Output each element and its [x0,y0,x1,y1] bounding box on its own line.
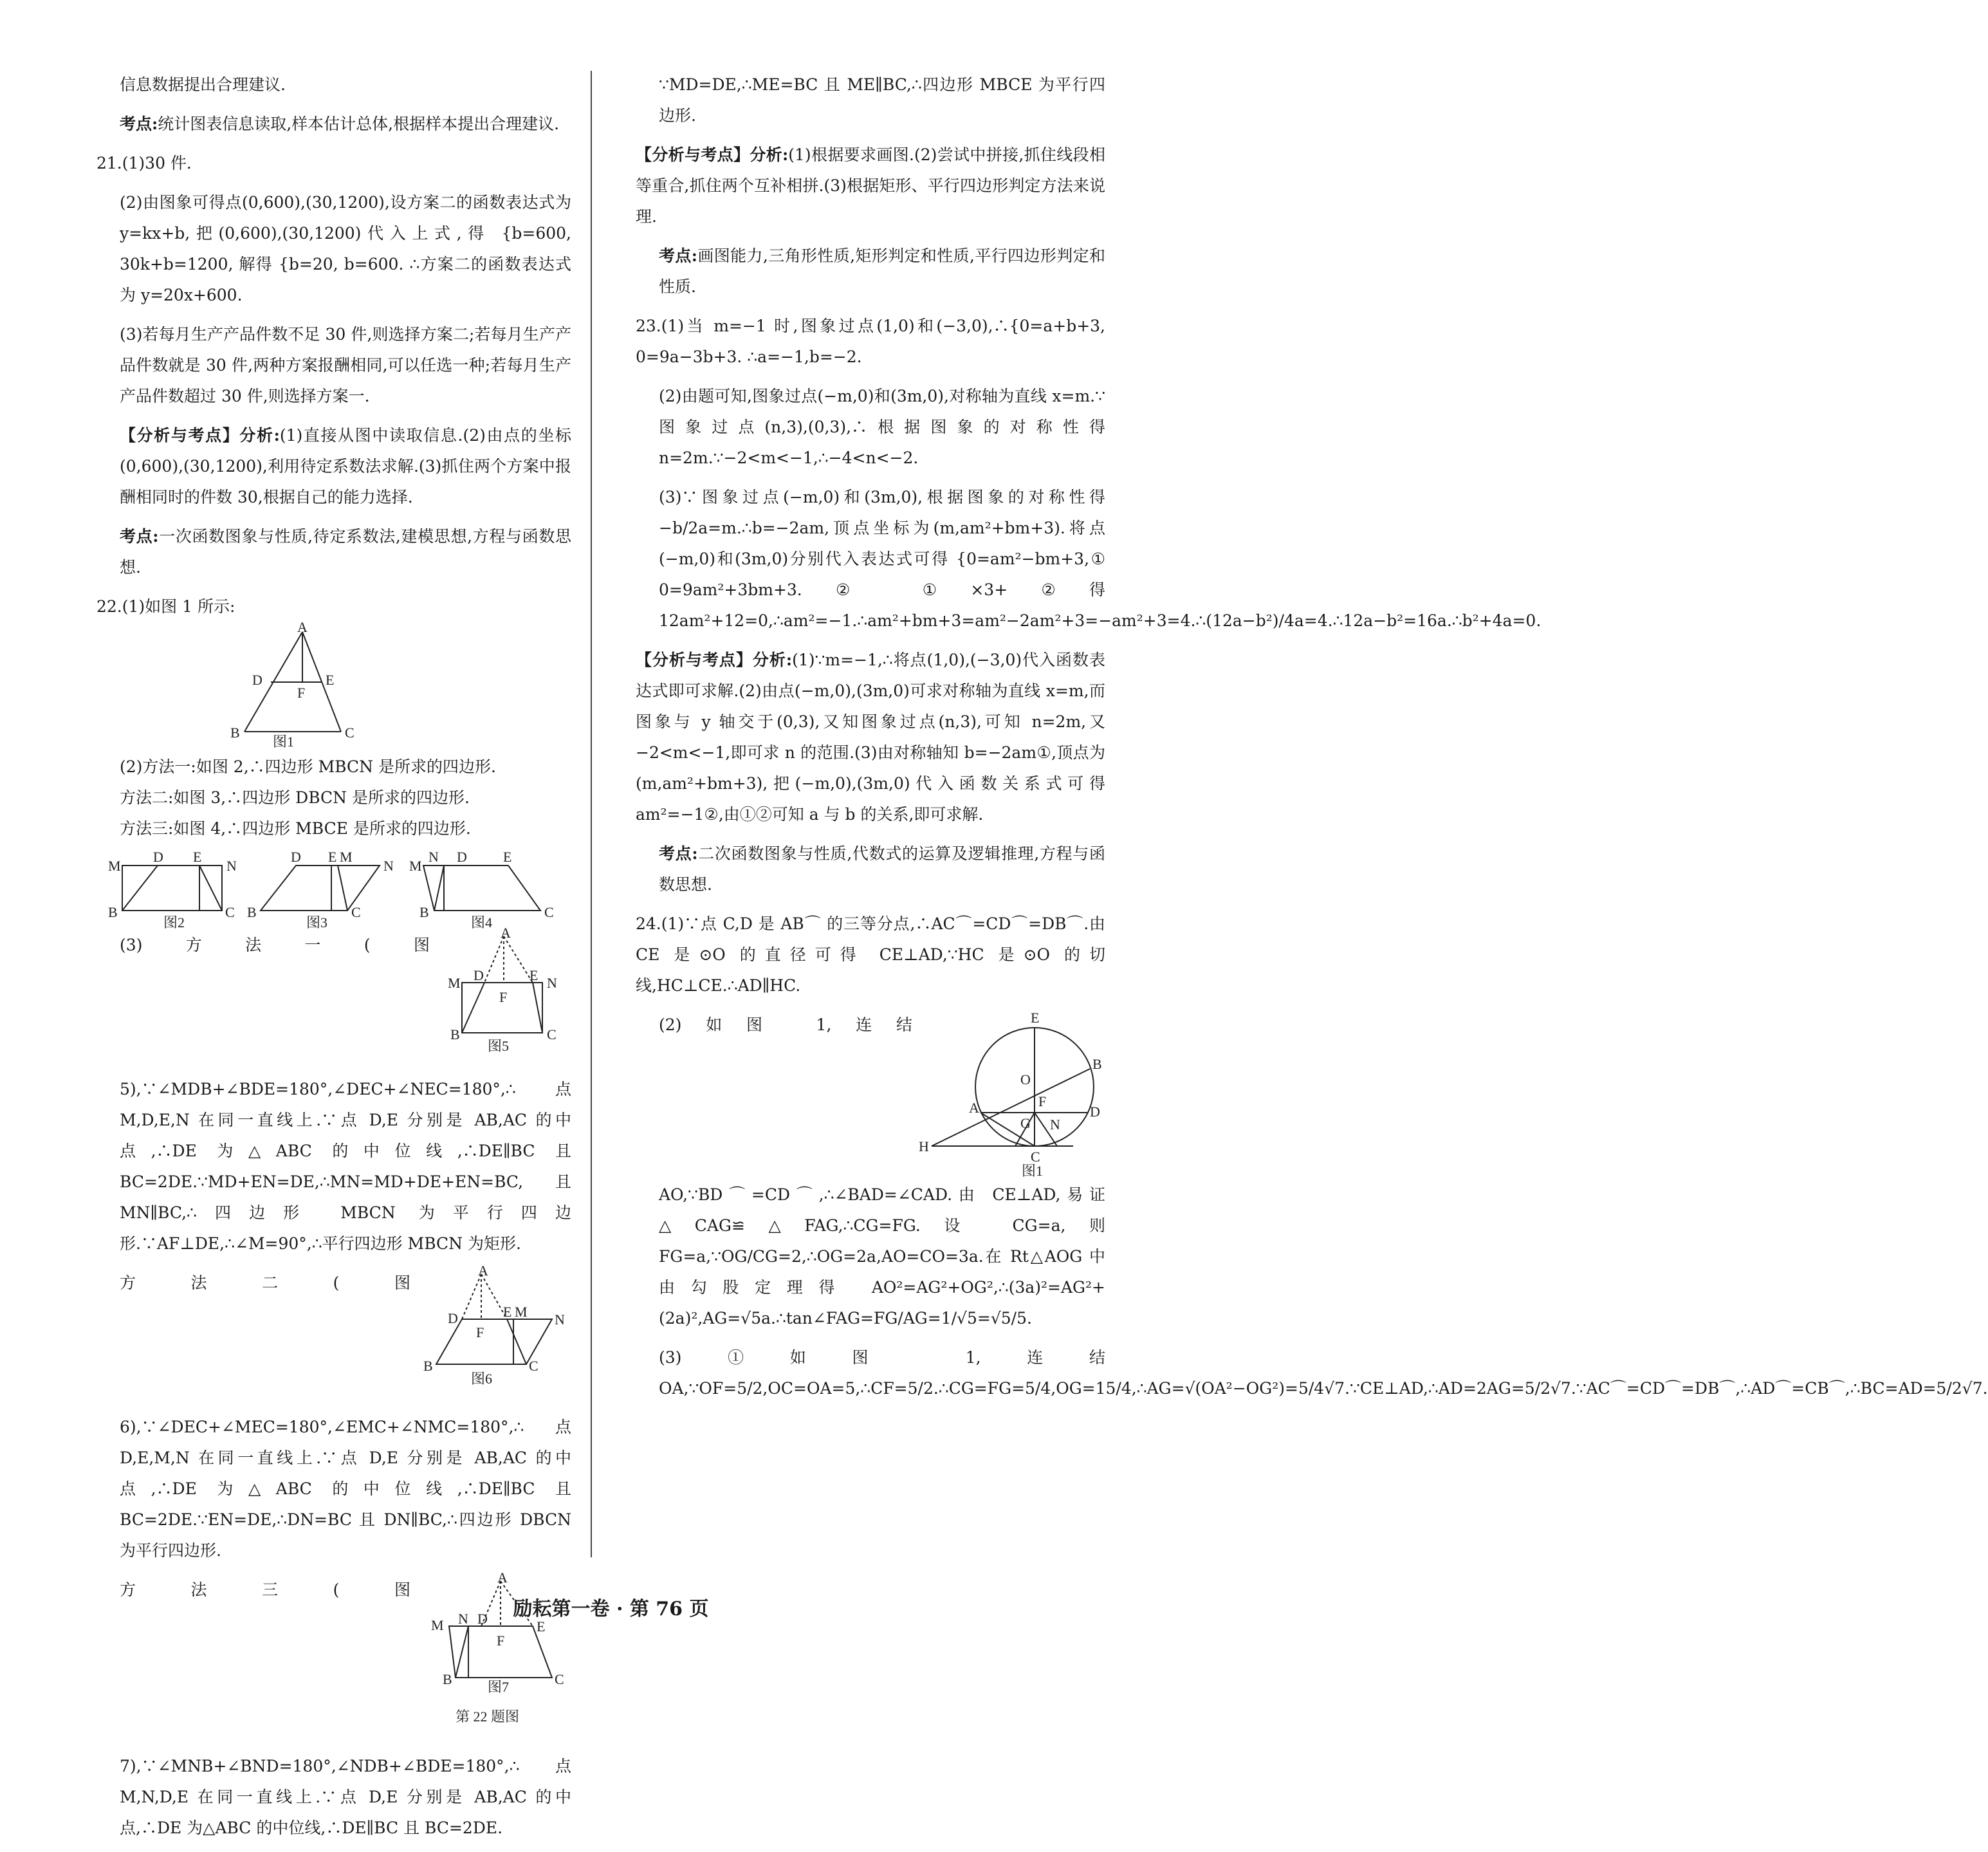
svg-text:A: A [297,619,308,635]
svg-text:F: F [476,1324,484,1340]
text: 24.(1)∵点 C,D 是 AB⌒ 的三等分点,∴AC⌒=CD⌒=DB⌒.由 CE 是⊙O 的直径可得 CE⊥AD,∵HC 是⊙O 的切线,HC⊥CE.∴AD∥HC. [636,914,1105,995]
svg-text:E: E [529,967,538,983]
paragraph [636,838,1105,900]
text: (1)直接从图中读取信息.(2)由点的坐标(0,600),(30,1200),利用待定系数法求解.(3)抓住两个方案中报酬相同时的件数 30,根据自己的能力选择. [120,426,571,506]
figure-label: 图5 [488,1038,510,1054]
svg-text:H: H [919,1138,929,1154]
svg-text:F: F [1038,1093,1047,1109]
key-label: 考点: [659,246,697,265]
svg-text:C: C [529,1358,538,1374]
svg-text:E: E [503,849,512,865]
text: (3)方法一(图 5),∵∠MDB+∠BDE=180°,∠DEC+∠NEC=180°,∴点 M,D,E,N 在同一直线上.∵点 D,E 分别是 AB,AC 的中点,∴DE 为△ABC 的中位线,∴DE∥BC 且 BC=2DE.∵MD+EN=DE,∴MN=MD+DE+EN=BC,且 MN∥BC,∴四边形 MBCN 为平行四边形.∵AF⊥DE,∴∠M=90°,∴平行四边形 MBCN 为矩形. [120,936,571,1253]
paragraph [636,311,1105,373]
svg-text:B: B [1092,1056,1102,1072]
svg-text:N: N [428,849,439,865]
svg-text:D: D [252,672,262,688]
column-divider [591,71,592,1557]
key-label: 【分析与考点】分析: [636,145,789,164]
figure-1 [97,619,571,750]
svg-text:D: D [1090,1104,1100,1120]
paragraph [636,909,1105,1001]
text: 21.(1)30 件. [97,154,192,172]
text: 画图能力,三角形性质,矩形判定和性质,平行四边形判定和性质. [659,246,1105,296]
figure-label: 图2 [163,914,185,931]
paragraph [97,782,571,813]
svg-text:B: B [443,1671,452,1687]
key-label: 【分析与考点】分析: [120,426,280,445]
svg-text:A: A [478,1263,488,1279]
svg-text:C: C [225,904,235,920]
paragraph [97,319,571,412]
svg-text:C: C [1031,1149,1040,1165]
svg-text:N: N [1050,1116,1060,1133]
paragraph [97,420,571,513]
svg-text:D: D [477,1611,488,1627]
text: (3)∵图象过点(−m,0)和(3m,0),根据图象的对称性得 −b/2a=m.∴b=−2am,顶点坐标为(m,am²+bm+3).将点(−m,0)和(3m,0)分别代入表达式可得 {0=am²−bm+3,① 0=9am²+3bm+3.② ①×3+②得 12am²+12=0,∴am²=−1.∴am²+bm+3=am²−2am²+3=−am²+3=4.∴(12a−b²)/4a=4.∴12a−b²=16a.∴b²+4a=0. [659,488,1542,630]
svg-text:E: E [1031,1010,1040,1026]
paragraph [636,381,1105,474]
svg-text:C: C [544,904,554,920]
svg-text:E: E [328,849,337,865]
paragraph [636,645,1105,830]
svg-text:E: E [503,1304,512,1320]
text: (1)∵m=−1,∴将点(1,0),(−3,0)代入函数表达式即可求解.(2)由点(−m,0),(3m,0)可求对称轴为直线 x=m,而图象与 y 轴交于(0,3),又知图象过点(n,3),可知 n=2m,又−2<m<−1,即可求 n 的范围.(3)由对称轴知 b=−2am①,顶点为(m,am²+bm+3),把(−m,0),(3m,0)代入函数关系式可得 am²=−1②,由①②可知 a 与 b 的关系,即可求解. [636,651,1106,824]
svg-text:D: D [457,849,467,865]
text: 22.(1)如图 1 所示: [97,597,235,616]
svg-text:M: M [340,849,353,865]
key-label: 考点: [120,527,159,546]
text: (3)若每月生产产品件数不足 30 件,则选择方案二;若每月生产产品件数就是 30 件,两种方案报酬相同,可以任选一种;若每月生产产品件数超过 30 件,则选择方案一. [120,325,571,405]
svg-text:E: E [537,1618,546,1634]
svg-text:E: E [193,849,202,865]
right-column [636,69,1988,1412]
paragraph [636,482,1542,636]
text: 方法三:如图 4,∴四边形 MBCE 是所求的四边形. [120,819,471,838]
svg-text:O: O [1020,1071,1031,1088]
figure-label: 图3 [306,914,328,931]
key-label: 考点: [659,844,698,863]
key-label: 考点: [120,115,158,133]
svg-text:B: B [247,904,257,920]
paragraph [636,241,1105,302]
svg-text:M: M [409,858,422,874]
svg-text:A: A [969,1100,979,1116]
svg-text:C: C [345,725,354,741]
svg-text:N: N [555,1311,565,1328]
svg-text:B: B [108,904,118,920]
svg-text:D: D [153,849,163,865]
text: (2)如图 1,连结 AO,∵BD⌒=CD⌒,∴∠BAD=∠CAD.由 CE⊥AD,易证△CAG≌△FAG,∴CG=FG.设 CG=a,则 FG=a,∵OG/CG=2,∴OG=2a,AO=CO=3a.在 Rt△AOG 中由勾股定理得 AO²=AG²+OG²,∴(3a)²=AG²+(2a)²,AG=√5a.∴tan∠FAG=FG/AG=1/√5=√5/5. [659,1015,1105,1328]
text: ∵MD=DE,∴ME=BC 且 ME∥BC,∴四边形 MBCE 为平行四边形. [659,75,1105,125]
figure-24-circle [919,1010,1105,1177]
svg-text:M: M [108,858,121,874]
paragraph [97,187,571,311]
paragraph [636,140,1105,232]
figures-2-4 [97,849,571,931]
svg-text:M: M [448,975,461,991]
page-footer: 励耘第一卷 · 第 76 页 [513,1598,709,1620]
text: 统计图表信息读取,样本估计总体,根据样本提出合理建议. [158,115,560,133]
text: 方法三(图 7),∵∠MNB+∠BND=180°,∠NDB+∠BDE=180°,∴点 M,N,D,E 在同一直线上.∵点 D,E 分别是 AB,AC 的中点,∴DE 为△ABC 的中位线,∴DE∥BC 且 BC=2DE. [120,1580,571,1837]
svg-text:D: D [448,1310,458,1326]
text: 方法二:如图 3,∴四边形 DBCN 是所求的四边形. [120,788,470,807]
svg-text:N: N [226,858,237,874]
text: (2)由题可知,图象过点(−m,0)和(3m,0),对称轴为直线 x=m.∵图象过点(n,3),(0,3),∴根据图象的对称性得 n=2m.∵−2<m<−1,∴−4<n<−2. [659,387,1105,467]
svg-text:B: B [230,725,240,741]
paragraph [97,813,571,844]
svg-text:N: N [383,858,394,874]
figure-label: 图6 [471,1371,493,1387]
svg-text:D: D [291,849,301,865]
text: 方法二(图 6),∵∠DEC+∠MEC=180°,∠EMC+∠NMC=180°,∴点 D,E,M,N 在同一直线上.∵点 D,E 分别是 AB,AC 的中点,∴DE 为△ABC 的中位线,∴DE∥BC 且 BC=2DE.∵EN=DE,∴DN=BC 且 DN∥BC,∴四边形 DBCN 为平行四边形. [120,1273,571,1560]
figure-6 [417,1263,571,1409]
text: (1)根据要求画图.(2)尝试中拼接,抓住线段相等重合,抓住两个互补相拼.(3)根据矩形、平行四边形判定方法来说理. [636,145,1105,226]
svg-text:F: F [297,685,306,701]
text: 23.(1)当 m=−1 时,图象过点(1,0)和(−3,0),∴{0=a+b+3, 0=9a−3b+3. ∴a=−1,b=−2. [636,317,1105,366]
svg-text:A: A [501,925,511,941]
paragraph [97,148,571,179]
paragraph [97,109,571,140]
svg-text:M: M [515,1304,528,1320]
text: (2)由图象可得点(0,600),(30,1200),设方案二的函数表达式为 y=kx+b,把(0,600),(30,1200)代入上式,得 {b=600, 30k+b=1200, 解得 {b=20, b=600. ∴方案二的函数表达式为 y=20x+600. [120,193,571,304]
figure-5 [436,925,571,1071]
left-column [97,69,571,1852]
svg-text:M: M [431,1617,444,1633]
svg-text:D: D [474,967,484,983]
paragraph [97,521,571,583]
svg-text:N: N [547,975,557,991]
svg-text:E: E [326,672,335,688]
paragraph [636,1342,1988,1404]
svg-text:N: N [458,1611,468,1627]
text: 一次函数图象与性质,待定系数法,建模思想,方程与函数思想. [120,527,572,577]
svg-text:F: F [497,1633,505,1649]
paragraph [97,69,571,100]
svg-text:F: F [499,989,508,1005]
paragraph [97,591,571,622]
figure-label: 图1 [273,734,295,750]
text: (3)①如图 1,连结 OA,∵OF=5/2,OC=OA=5,∴CF=5/2.∴CG=FG=5/4,OG=15/4,∴AG=√(OA²−OG²)=5/4√7.∵CE⊥AD,∴AD=2AG=5/2√7.∵AC⌒=CD⌒=DB⌒,∴AD⌒=CB⌒,∴BC=AD=5/2√7. [659,1348,1988,1398]
figure-caption: 第 22 题图 [456,1708,520,1725]
text: 信息数据提出合理建议. [120,75,286,94]
svg-text:G: G [1020,1115,1031,1131]
svg-text:C: C [555,1671,564,1687]
svg-text:C: C [351,904,361,920]
key-label: 【分析与考点】分析: [636,651,793,669]
figure-label: 图1 [1022,1163,1044,1179]
svg-text:C: C [547,1026,557,1042]
text: (2)方法一:如图 2,∴四边形 MBCN 是所求的四边形. [120,757,496,776]
figure-label: 图7 [488,1679,510,1695]
text: 二次函数图象与性质,代数式的运算及逻辑推理,方程与函数思想. [659,844,1105,894]
svg-text:B: B [419,904,429,920]
figure-label: 图4 [471,914,493,931]
paragraph [636,69,1105,131]
svg-text:A: A [497,1570,508,1586]
svg-text:B: B [450,1026,460,1042]
paragraph [97,752,571,782]
svg-text:B: B [423,1358,433,1374]
